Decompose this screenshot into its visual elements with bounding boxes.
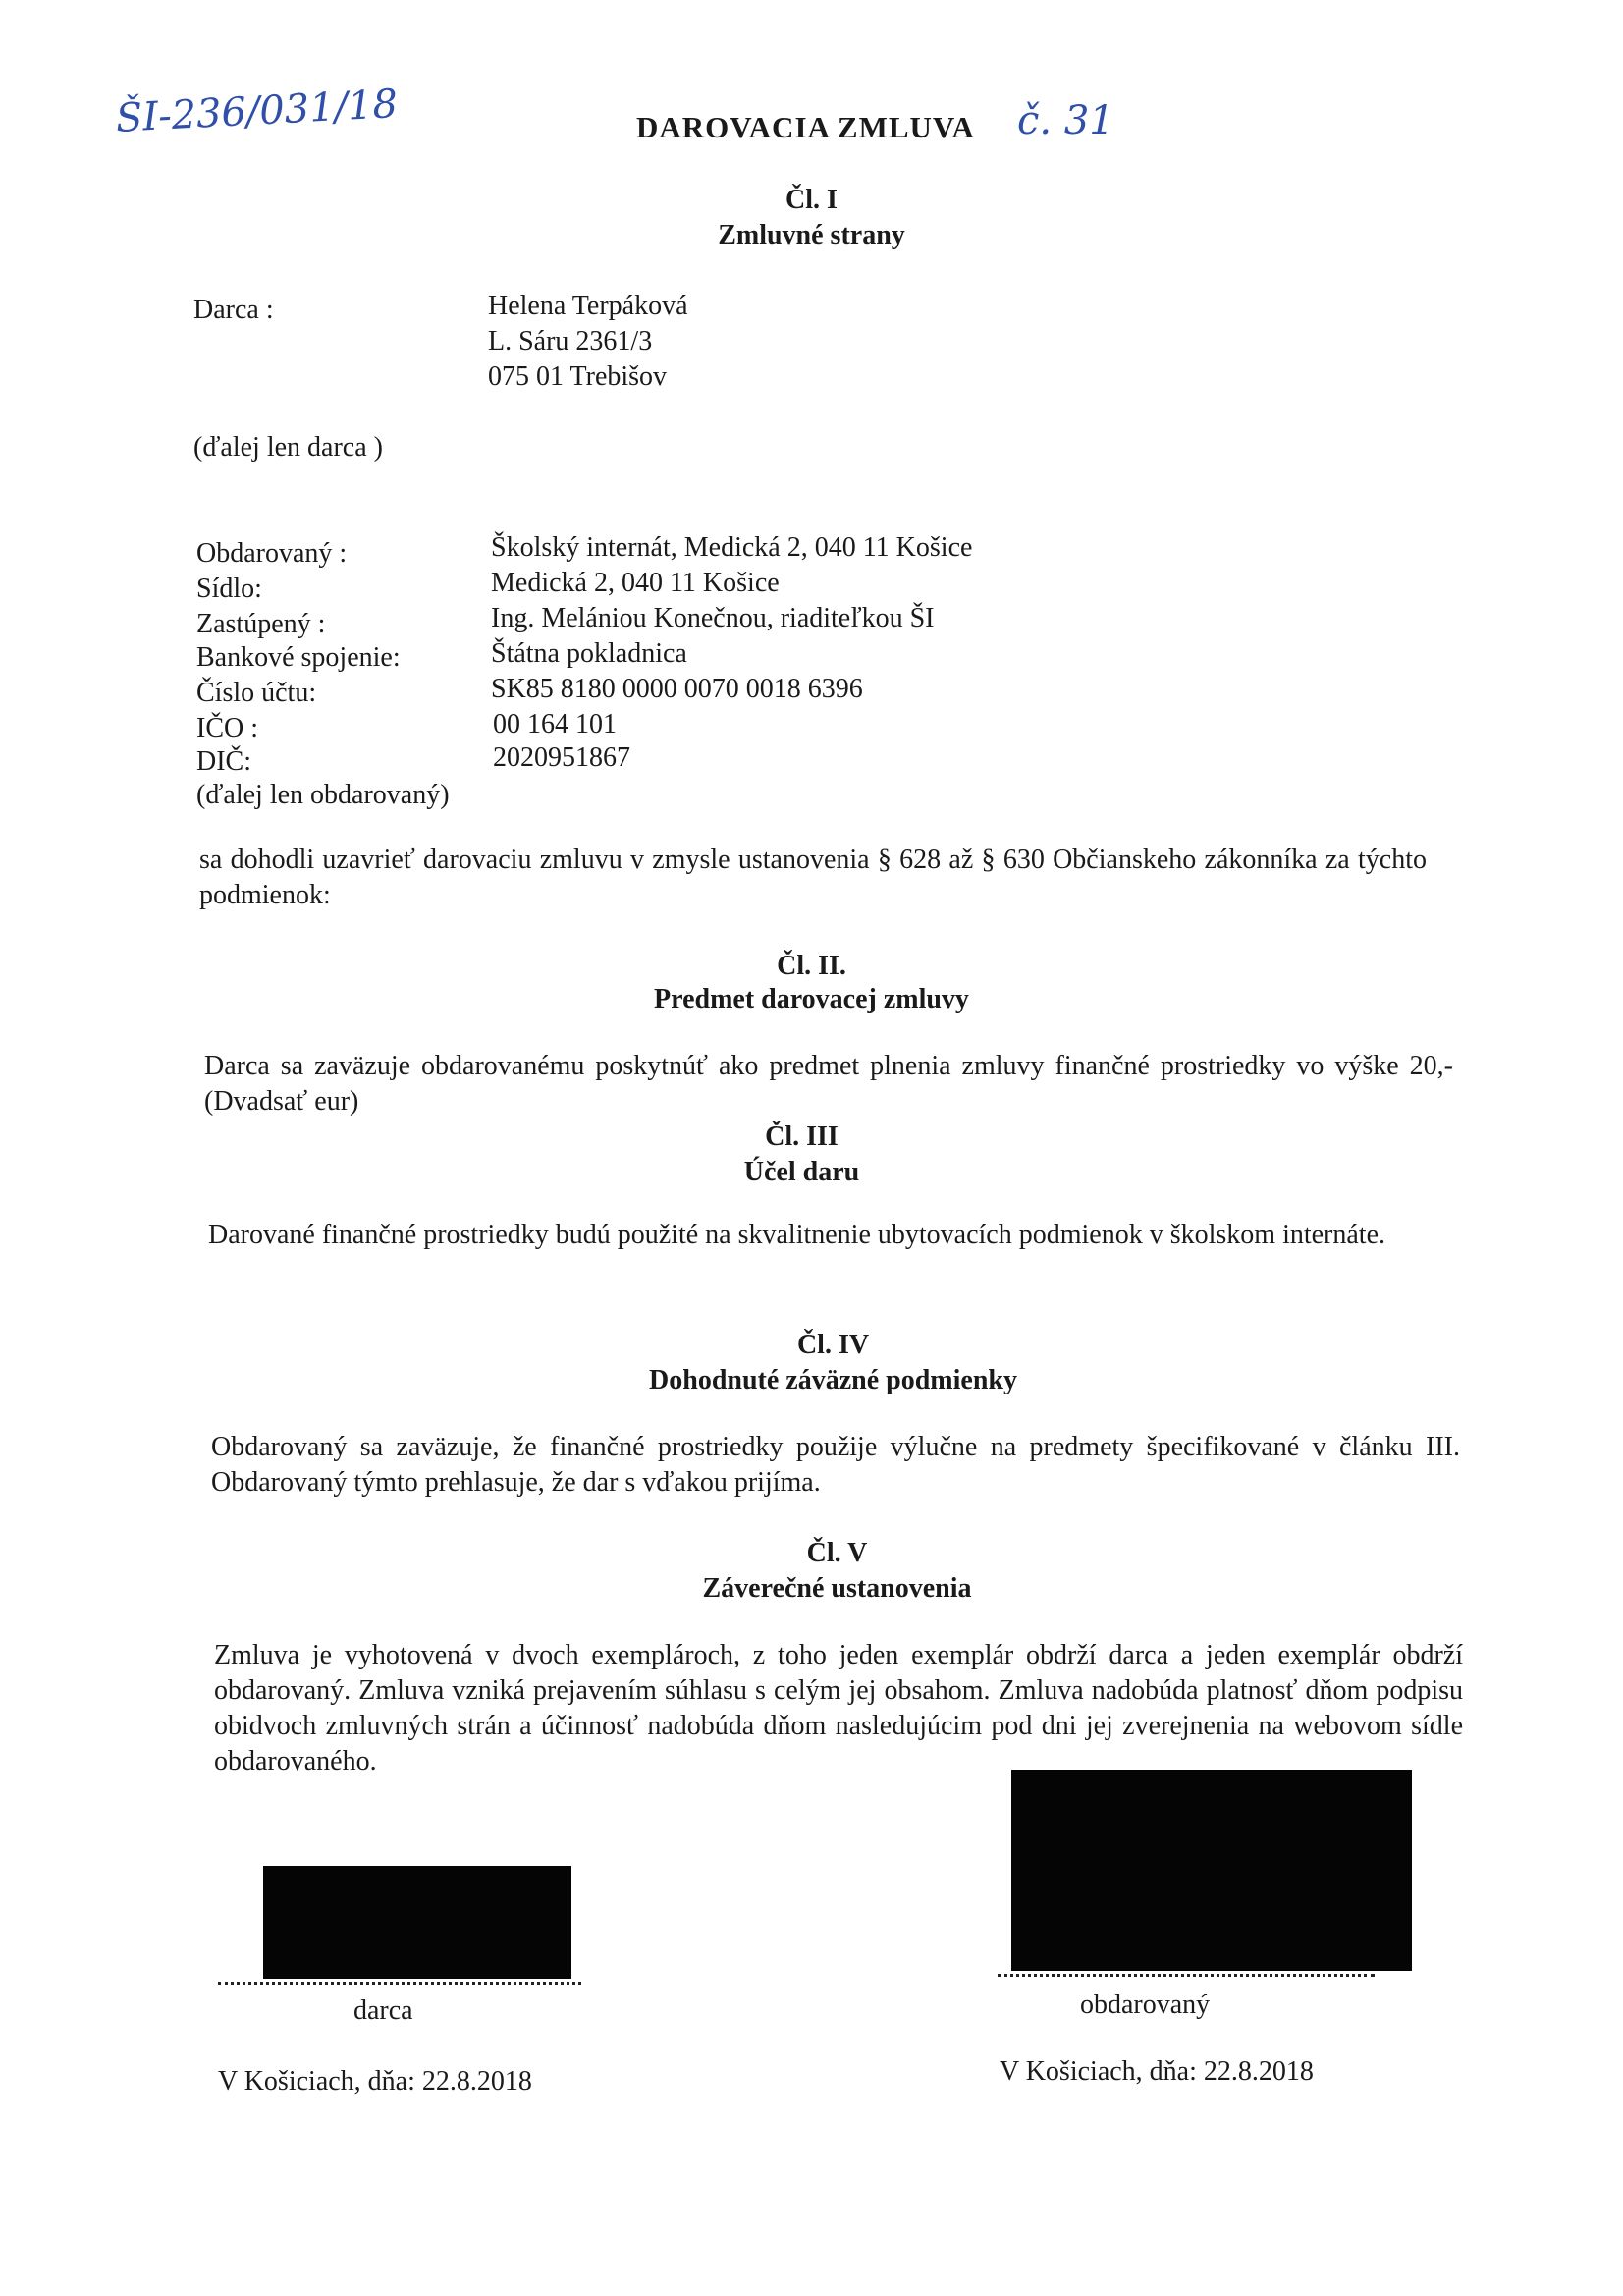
- recipient-value-dic: 2020951867: [493, 742, 630, 773]
- donor-note: (ďalej len darca ): [193, 432, 383, 463]
- article-1-title: Zmluvné strany: [718, 220, 905, 250]
- recipient-value-account: SK85 8180 0000 0070 0018 6396: [491, 674, 863, 704]
- recipient-label-name: Obdarovaný :: [196, 538, 348, 569]
- agreement-text: sa dohodli uzavrieť darovaciu zmluvu v zmysle ustanovenia § 628 až § 630 Občianskeho zákonníka za týchto podmienok:: [199, 845, 1427, 910]
- recipient-label-account: Číslo účtu:: [196, 678, 317, 708]
- recipient-signature-redaction: [1011, 1770, 1412, 1971]
- recipient-signature-label: obdarovaný: [1080, 1990, 1211, 2020]
- article-3-title: Účel daru: [743, 1157, 860, 1187]
- recipient-label-ico: IČO :: [196, 713, 258, 743]
- article-5-number: Čl. V: [806, 1538, 868, 1568]
- article-2-text: Darca sa zaväzuje obdarovanému poskytnúť ako predmet plnenia zmluvy finančné prostriedky vo výške 20,- (Dvadsať eur): [204, 1051, 1453, 1117]
- recipient-value-bank: Štátna pokladnica: [491, 638, 687, 669]
- article-1-number: Čl. I: [785, 185, 838, 215]
- recipient-place-date: V Košiciach, dňa: 22.8.2018: [1000, 2056, 1314, 2087]
- article-2-title: Predmet darovacej zmluvy: [654, 984, 969, 1014]
- handwritten-contract-number: č. 31: [1017, 98, 1114, 143]
- recipient-note: (ďalej len obdarovaný): [196, 780, 450, 810]
- donor-name: Helena Terpáková: [488, 291, 688, 321]
- recipient-label-representative: Zastúpený :: [196, 609, 326, 639]
- donor-place-date: V Košiciach, dňa: 22.8.2018: [218, 2066, 532, 2097]
- recipient-value-representative: Ing. Melániou Konečnou, riaditeľkou ŠI: [491, 603, 935, 633]
- donor-label: Darca :: [193, 295, 274, 325]
- article-3-text: Darované finančné prostriedky budú použité na skvalitnenie ubytovacích podmienok v školskom internáte.: [208, 1220, 1386, 1250]
- recipient-label-bank: Bankové spojenie:: [196, 642, 401, 673]
- recipient-value-ico: 00 164 101: [493, 709, 617, 739]
- donor-city: 075 01 Trebišov: [488, 361, 668, 392]
- recipient-label-seat: Sídlo:: [196, 574, 262, 604]
- document-title: DAROVACIA ZMLUVA: [636, 110, 975, 144]
- article-4-text: Obdarovaný sa zaväzuje, že finančné prostriedky použije výlučne na predmety špecifikované v článku III. Obdarovaný týmto prehlasuje, že dar s vďakou prijíma.: [211, 1432, 1460, 1498]
- article-4-title: Dohodnuté záväzné podmienky: [649, 1365, 1017, 1395]
- donor-signature-line: [218, 1982, 581, 1985]
- donor-signature-label: darca: [353, 1995, 413, 2026]
- handwritten-reference-number: ŠI-236/031/18: [114, 81, 400, 141]
- article-3-number: Čl. III: [765, 1121, 839, 1152]
- recipient-value-name: Školský internát, Medická 2, 040 11 Košice: [491, 532, 973, 563]
- article-4-number: Čl. IV: [796, 1330, 870, 1360]
- article-5-title: Záverečné ustanovenia: [702, 1573, 972, 1604]
- recipient-label-dic: DIČ:: [196, 746, 251, 777]
- donor-street: L. Sáru 2361/3: [488, 326, 653, 356]
- donor-signature-redaction: [263, 1866, 571, 1979]
- recipient-signature-line: [998, 1974, 1375, 1977]
- recipient-value-seat: Medická 2, 040 11 Košice: [491, 568, 780, 598]
- article-5-text: Zmluva je vyhotovená v dvoch exemplároch, z toho jeden exemplár obdrží darca a jeden exemplár obdrží obdarovaný. Zmluva vzniká prejavením súhlasu s celým jej obsahom. Zmluva nadobúda platnosť dňom podpisu obidvoch zmluvných strán a účinnosť nadobúda dňom nasledujúcim pod dni jej zverejnenia na webovom sídle obdarovaného.: [214, 1640, 1463, 1777]
- article-2-number: Čl. II.: [777, 951, 846, 981]
